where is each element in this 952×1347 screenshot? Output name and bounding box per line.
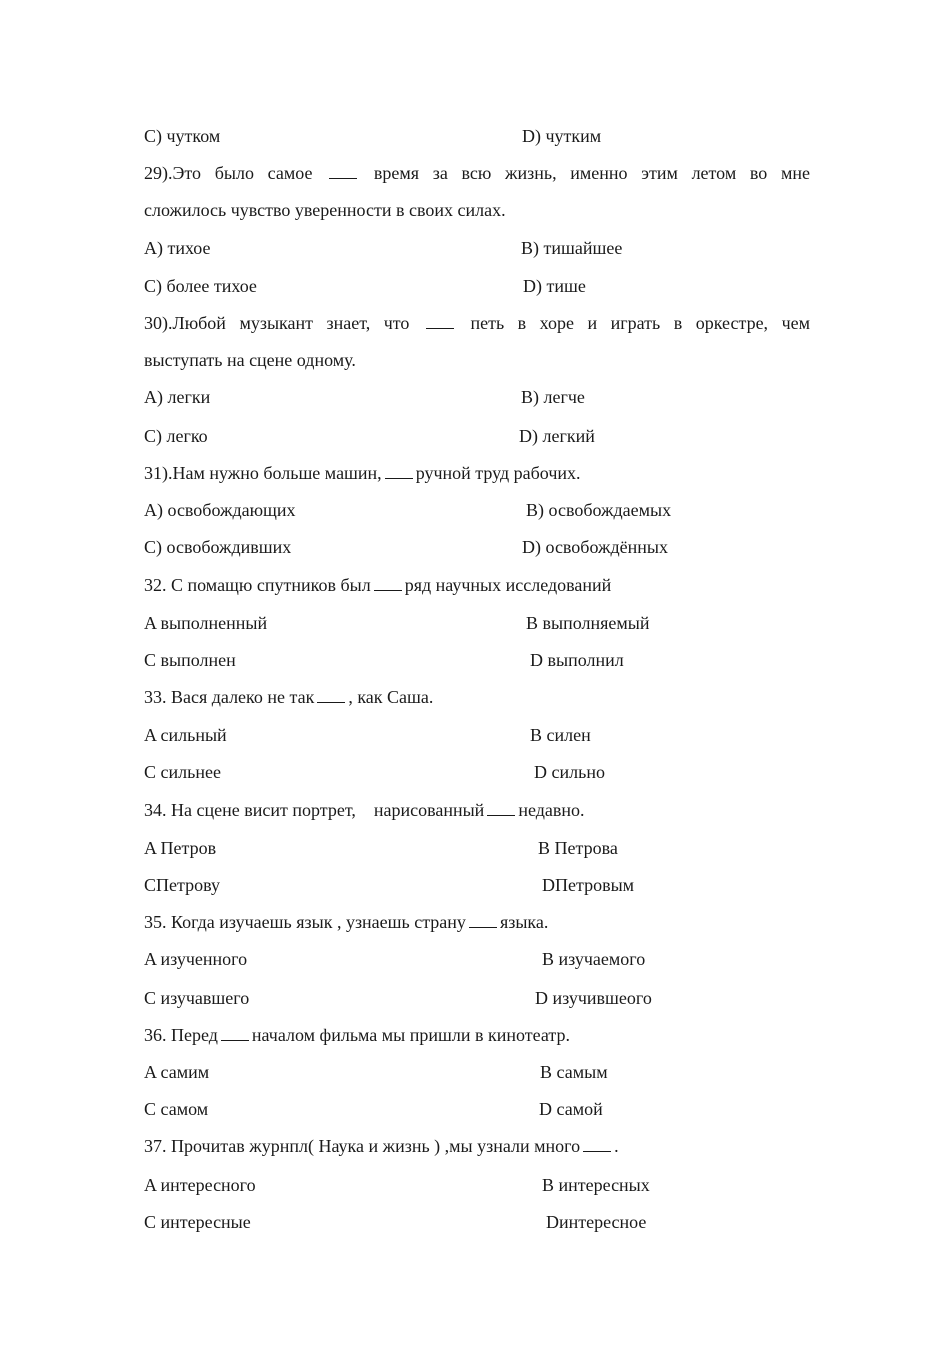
option-a: A) освобождающих — [144, 500, 296, 520]
question-34: 34. На сцене висит портрет, нарисованный недавно. — [144, 800, 585, 820]
option-a: A) легки — [144, 387, 211, 407]
option-d: Dинтересное — [546, 1212, 647, 1232]
option-b: B) легче — [521, 387, 585, 407]
question-37: 37. Прочитав журнпл( Наука и жизнь ) ,мы узнали много . — [144, 1136, 619, 1156]
option-c: C) освобождивших — [144, 537, 292, 557]
option-b: B Петрова — [538, 838, 618, 858]
answer-blank — [374, 575, 402, 591]
answer-blank — [487, 800, 515, 816]
option-d: D) освобождённых — [522, 537, 668, 557]
option-a: A выполненный — [144, 613, 268, 633]
answer-blank — [469, 912, 497, 928]
option-d: D выполнил — [530, 650, 624, 670]
answer-blank — [329, 163, 357, 179]
question-35: 35. Когда изучаешь язык , узнаешь страну языка. — [144, 912, 549, 932]
option-c: C) чутком — [144, 126, 221, 146]
option-b: B) тишайшее — [521, 238, 623, 258]
option-b: B самым — [540, 1062, 608, 1082]
option-d: D) чутким — [522, 126, 602, 146]
question-36: 36. Перед началом фильма мы пришли в кинотеатр. — [144, 1025, 570, 1045]
question-32: 32. С помащю спутников был ряд научных исследований — [144, 575, 612, 595]
answer-blank — [317, 687, 345, 703]
answer-blank — [583, 1136, 611, 1152]
option-b: B) освобождаемых — [526, 500, 672, 520]
option-a: A изученного — [144, 949, 248, 969]
option-d: DПетровым — [542, 875, 635, 895]
option-a: A интересного — [144, 1175, 256, 1195]
option-c: C самом — [144, 1099, 209, 1119]
option-a: A самим — [144, 1062, 210, 1082]
answer-blank — [385, 463, 413, 479]
option-c: C) легко — [144, 426, 208, 446]
option-d: D) легкий — [519, 426, 595, 446]
option-a: A сильный — [144, 725, 227, 745]
option-d: D изучившеого — [535, 988, 652, 1008]
option-c: C изучавшего — [144, 988, 250, 1008]
answer-blank — [221, 1025, 249, 1041]
question-33: 33. Вася далеко не так , как Саша. — [144, 687, 434, 707]
question-31: 31).Нам нужно больше машин, ручной труд рабочих. — [144, 463, 581, 483]
option-c: CПетрову — [144, 875, 220, 895]
option-b: B выполняемый — [526, 613, 650, 633]
question-30: 30).Любой музыкант знает, что петь в хоре и играть в оркестре, чем — [144, 313, 811, 333]
question-29-continuation: сложилось чувство уверенности в своих силах. — [144, 200, 506, 220]
option-d: D самой — [539, 1099, 603, 1119]
option-c: C выполнен — [144, 650, 236, 670]
option-b: B силен — [530, 725, 591, 745]
option-d: D сильно — [534, 762, 605, 782]
option-a: A) тихое — [144, 238, 211, 258]
option-b: B изучаемого — [542, 949, 646, 969]
option-c: C) более тихое — [144, 276, 257, 296]
option-c: C интересные — [144, 1212, 251, 1232]
option-a: A Петров — [144, 838, 217, 858]
option-d: D) тише — [523, 276, 586, 296]
answer-blank — [426, 313, 454, 329]
question-29: 29).Это было самое время за всю жизнь, именно этим летом во мне — [144, 163, 811, 183]
option-b: B интересных — [542, 1175, 650, 1195]
question-30-continuation: выступать на сцене одному. — [144, 350, 356, 370]
option-c: C сильнее — [144, 762, 221, 782]
